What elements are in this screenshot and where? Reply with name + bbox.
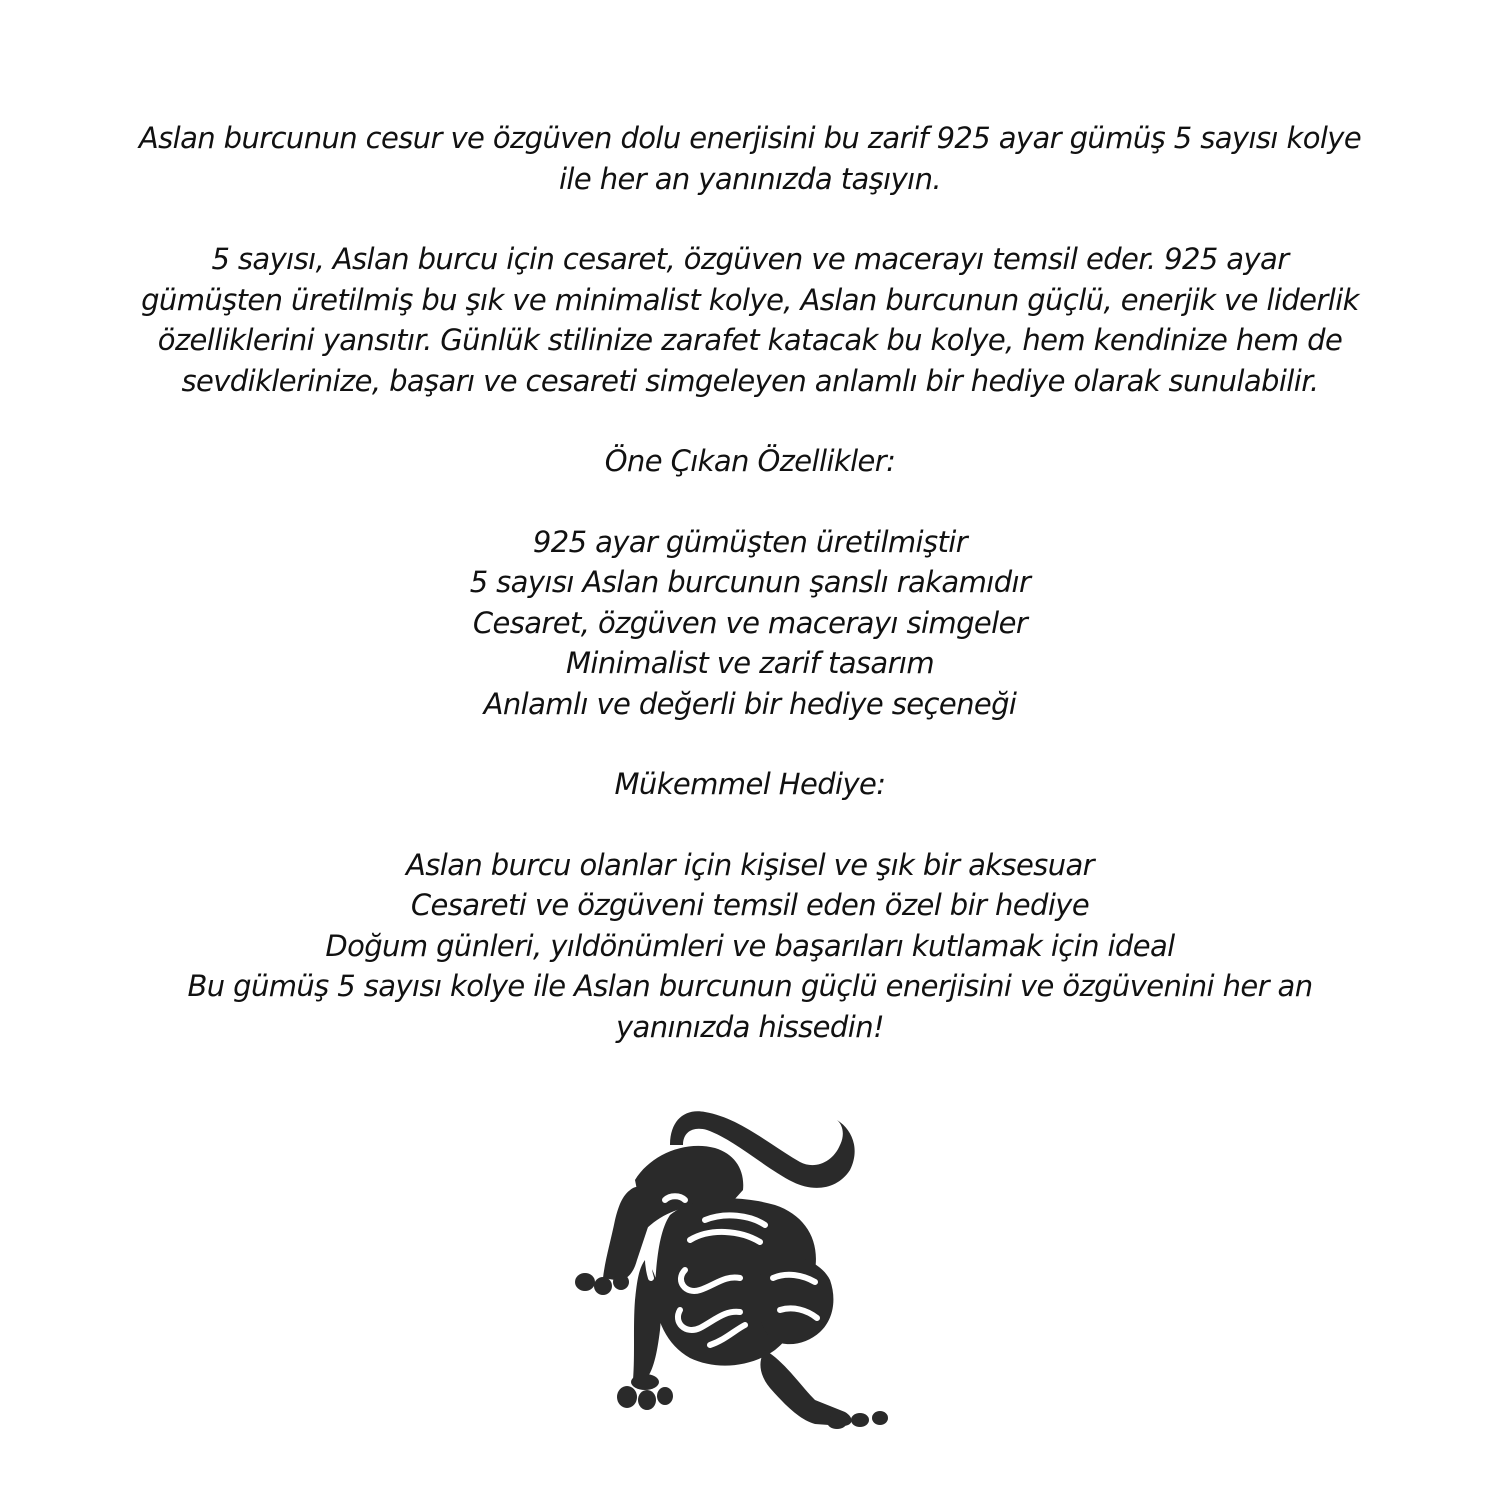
feature-item: Minimalist ve zarif tasarım — [565, 646, 935, 680]
gift-heading: Mükemmel Hediye: — [614, 767, 886, 801]
gift-item: Doğum günleri, yıldönümleri ve başarıları kutlamak için ideal — [325, 928, 1175, 963]
features-list — [0, 522, 1500, 725]
feature-item: Anlamlı ve değerli bir hediye seçeneği — [483, 686, 1017, 721]
product-description — [0, 118, 1500, 1047]
gift-item: Aslan burcu olanlar için kişisel ve şık bir aksesuar — [406, 847, 1094, 882]
feature-item: 5 sayısı Aslan burcunun şanslı rakamıdır — [469, 565, 1031, 599]
intro-paragraph: Aslan burcunun cesur ve özgüven dolu enerjisini bu zarif 925 ayar gümüş 5 sayısı kolye ile her an yanınızda taşıyın. — [138, 121, 1362, 196]
features-heading: Öne Çıkan Özellikler: — [604, 444, 896, 478]
feature-item: Cesaret, özgüven ve macerayı simgeler — [472, 605, 1028, 640]
closing-line: Bu gümüş 5 sayısı kolye ile Aslan burcunun güçlü enerjisini ve özgüvenini her an yanınızda hissedin! — [187, 969, 1313, 1044]
gift-item: Cesareti ve özgüveni temsil eden özel bir hediye — [410, 888, 1090, 922]
description-paragraph: 5 sayısı, Aslan burcu için cesaret, özgüven ve macerayı temsil eder. 925 ayar gümüşten üretilmiş bu şık ve minimalist kolye, Aslan burcunun güçlü, enerjik ve liderlik özelliklerini yansıtır. Günlük stilinize zarafet katacak bu kolye, hem kendinize hem de sevdiklerinize, başarı ve cesareti simgeleyen anlamlı bir hediye olarak sunulabilir. — [141, 242, 1359, 398]
gift-list — [0, 845, 1500, 1048]
feature-item: 925 ayar gümüşten üretilmiştir — [532, 524, 968, 559]
lion-leo-icon — [575, 1100, 905, 1430]
